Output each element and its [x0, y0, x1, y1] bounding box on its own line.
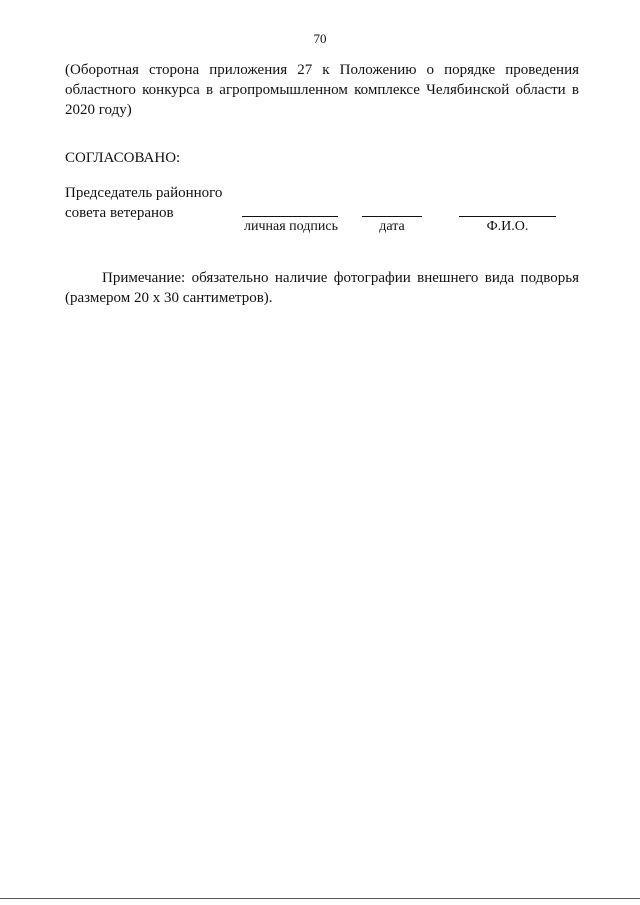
header-note-line-2: областного конкурса в агропромышленном комплексе Челябинской области в: [65, 82, 579, 98]
signer-label-line-1: Председатель районного: [65, 185, 223, 201]
remark-line-2: (размером 20 х 30 сантиметров).: [65, 290, 273, 306]
header-note: [65, 60, 579, 120]
header-note-line-1: (Оборотная сторона приложения 27 к Положению о порядке проведения: [65, 62, 579, 78]
signature-caption: личная подпись: [244, 219, 338, 234]
name-caption: Ф.И.О.: [486, 219, 529, 234]
page-number: 70: [313, 31, 327, 46]
remark: [65, 268, 579, 308]
approval-title: СОГЛАСОВАНО:: [65, 150, 181, 166]
header-note-line-3: 2020 году): [65, 102, 132, 118]
remark-line-1: Примечание: обязательно наличие фотографии внешнего вида подворья: [102, 270, 579, 286]
date-caption: дата: [379, 219, 405, 234]
signer-label-line-2: совета ветеранов: [65, 205, 174, 221]
bottom-rule: [0, 898, 640, 899]
signature-line: [242, 216, 338, 217]
signer-label: [65, 183, 222, 223]
name-line: [459, 216, 556, 217]
date-line: [362, 216, 422, 217]
